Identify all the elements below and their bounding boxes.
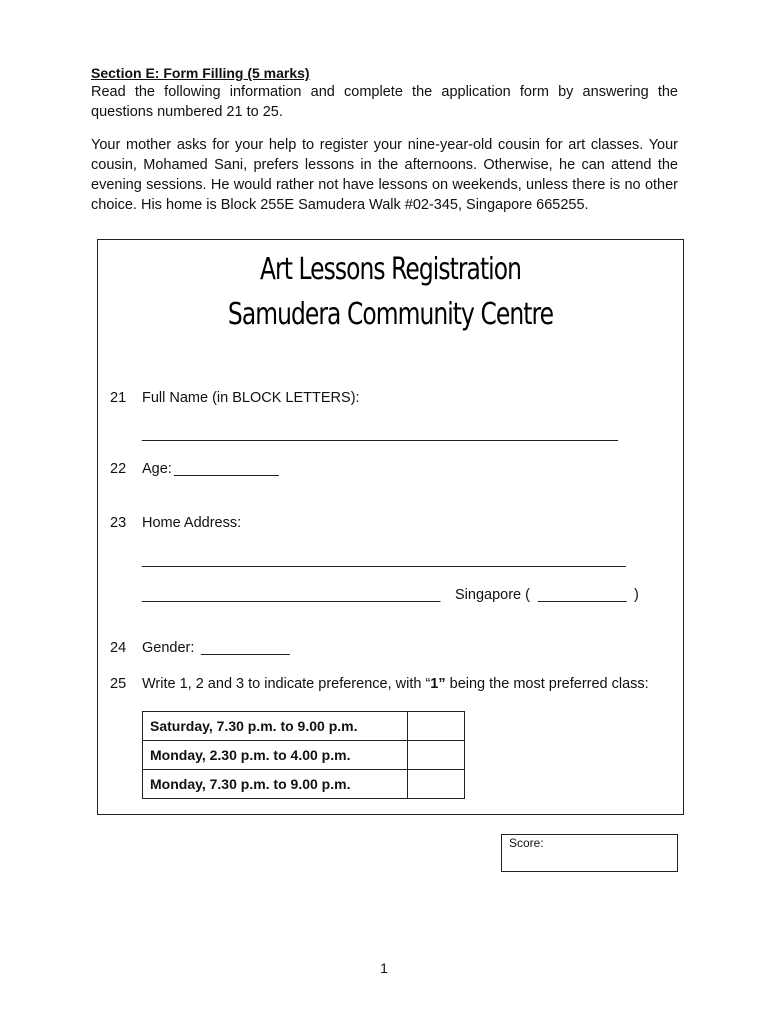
full-name-field[interactable]: ___________________________________________________________	[142, 426, 618, 442]
question-23-number: 23	[110, 515, 127, 531]
question-22-number: 22	[110, 461, 127, 477]
postal-close-paren: )	[634, 587, 639, 603]
question-24-label: Gender:	[142, 640, 195, 656]
question-22-label: Age:	[142, 461, 172, 477]
form-subtitle: Samudera Community Centre	[227, 297, 554, 332]
preference-input-box[interactable]	[408, 770, 465, 799]
section-heading: Section E: Form Filling (5 marks)	[91, 65, 310, 81]
preference-input-box[interactable]	[408, 712, 465, 741]
class-option-label: Monday, 7.30 p.m. to 9.00 p.m.	[143, 770, 408, 799]
score-box[interactable]	[501, 834, 678, 872]
scenario-text: Your mother asks for your help to register your nine-year-old cousin for art classes. Your cousin, Mohamed Sani, prefers lessons in the afternoons. Otherwise, he can attend the evening sessions. He would rather not have lessons on weekends, unless there is no other choice. His home is Block 255E Samudera Walk #02-345, Singapore 665255.	[91, 137, 678, 213]
question-21-number: 21	[110, 390, 127, 406]
score-label: Score:	[509, 836, 544, 850]
form-title: Art Lessons Registration	[259, 252, 522, 287]
question-25-number: 25	[110, 676, 127, 692]
question-23-label: Home Address:	[142, 515, 242, 531]
preference-input-box[interactable]	[408, 741, 465, 770]
singapore-label: Singapore (	[455, 587, 530, 603]
question-24-number: 24	[110, 640, 127, 656]
age-field[interactable]: _____________	[174, 461, 279, 477]
address-line-2-field[interactable]: _____________________________________	[142, 587, 441, 603]
table-row	[143, 770, 465, 799]
table-row	[143, 741, 465, 770]
page-number: 1	[380, 960, 388, 976]
gender-field[interactable]: ___________	[201, 640, 290, 656]
class-preference-table	[142, 711, 465, 799]
class-option-label: Saturday, 7.30 p.m. to 9.00 p.m.	[143, 712, 408, 741]
instructions-text: Read the following information and complete the application form by answering the questions numbered 21 to 25.	[91, 84, 678, 120]
address-line-1-field[interactable]: ____________________________________________________________	[142, 552, 626, 568]
postal-code-field[interactable]: ___________	[538, 587, 627, 603]
question-21-label: Full Name (in BLOCK LETTERS):	[142, 390, 360, 406]
class-option-label: Monday, 2.30 p.m. to 4.00 p.m.	[143, 741, 408, 770]
table-row	[143, 712, 465, 741]
question-25-label: Write 1, 2 and 3 to indicate preference, with “1” being the most preferred class:	[142, 676, 649, 692]
